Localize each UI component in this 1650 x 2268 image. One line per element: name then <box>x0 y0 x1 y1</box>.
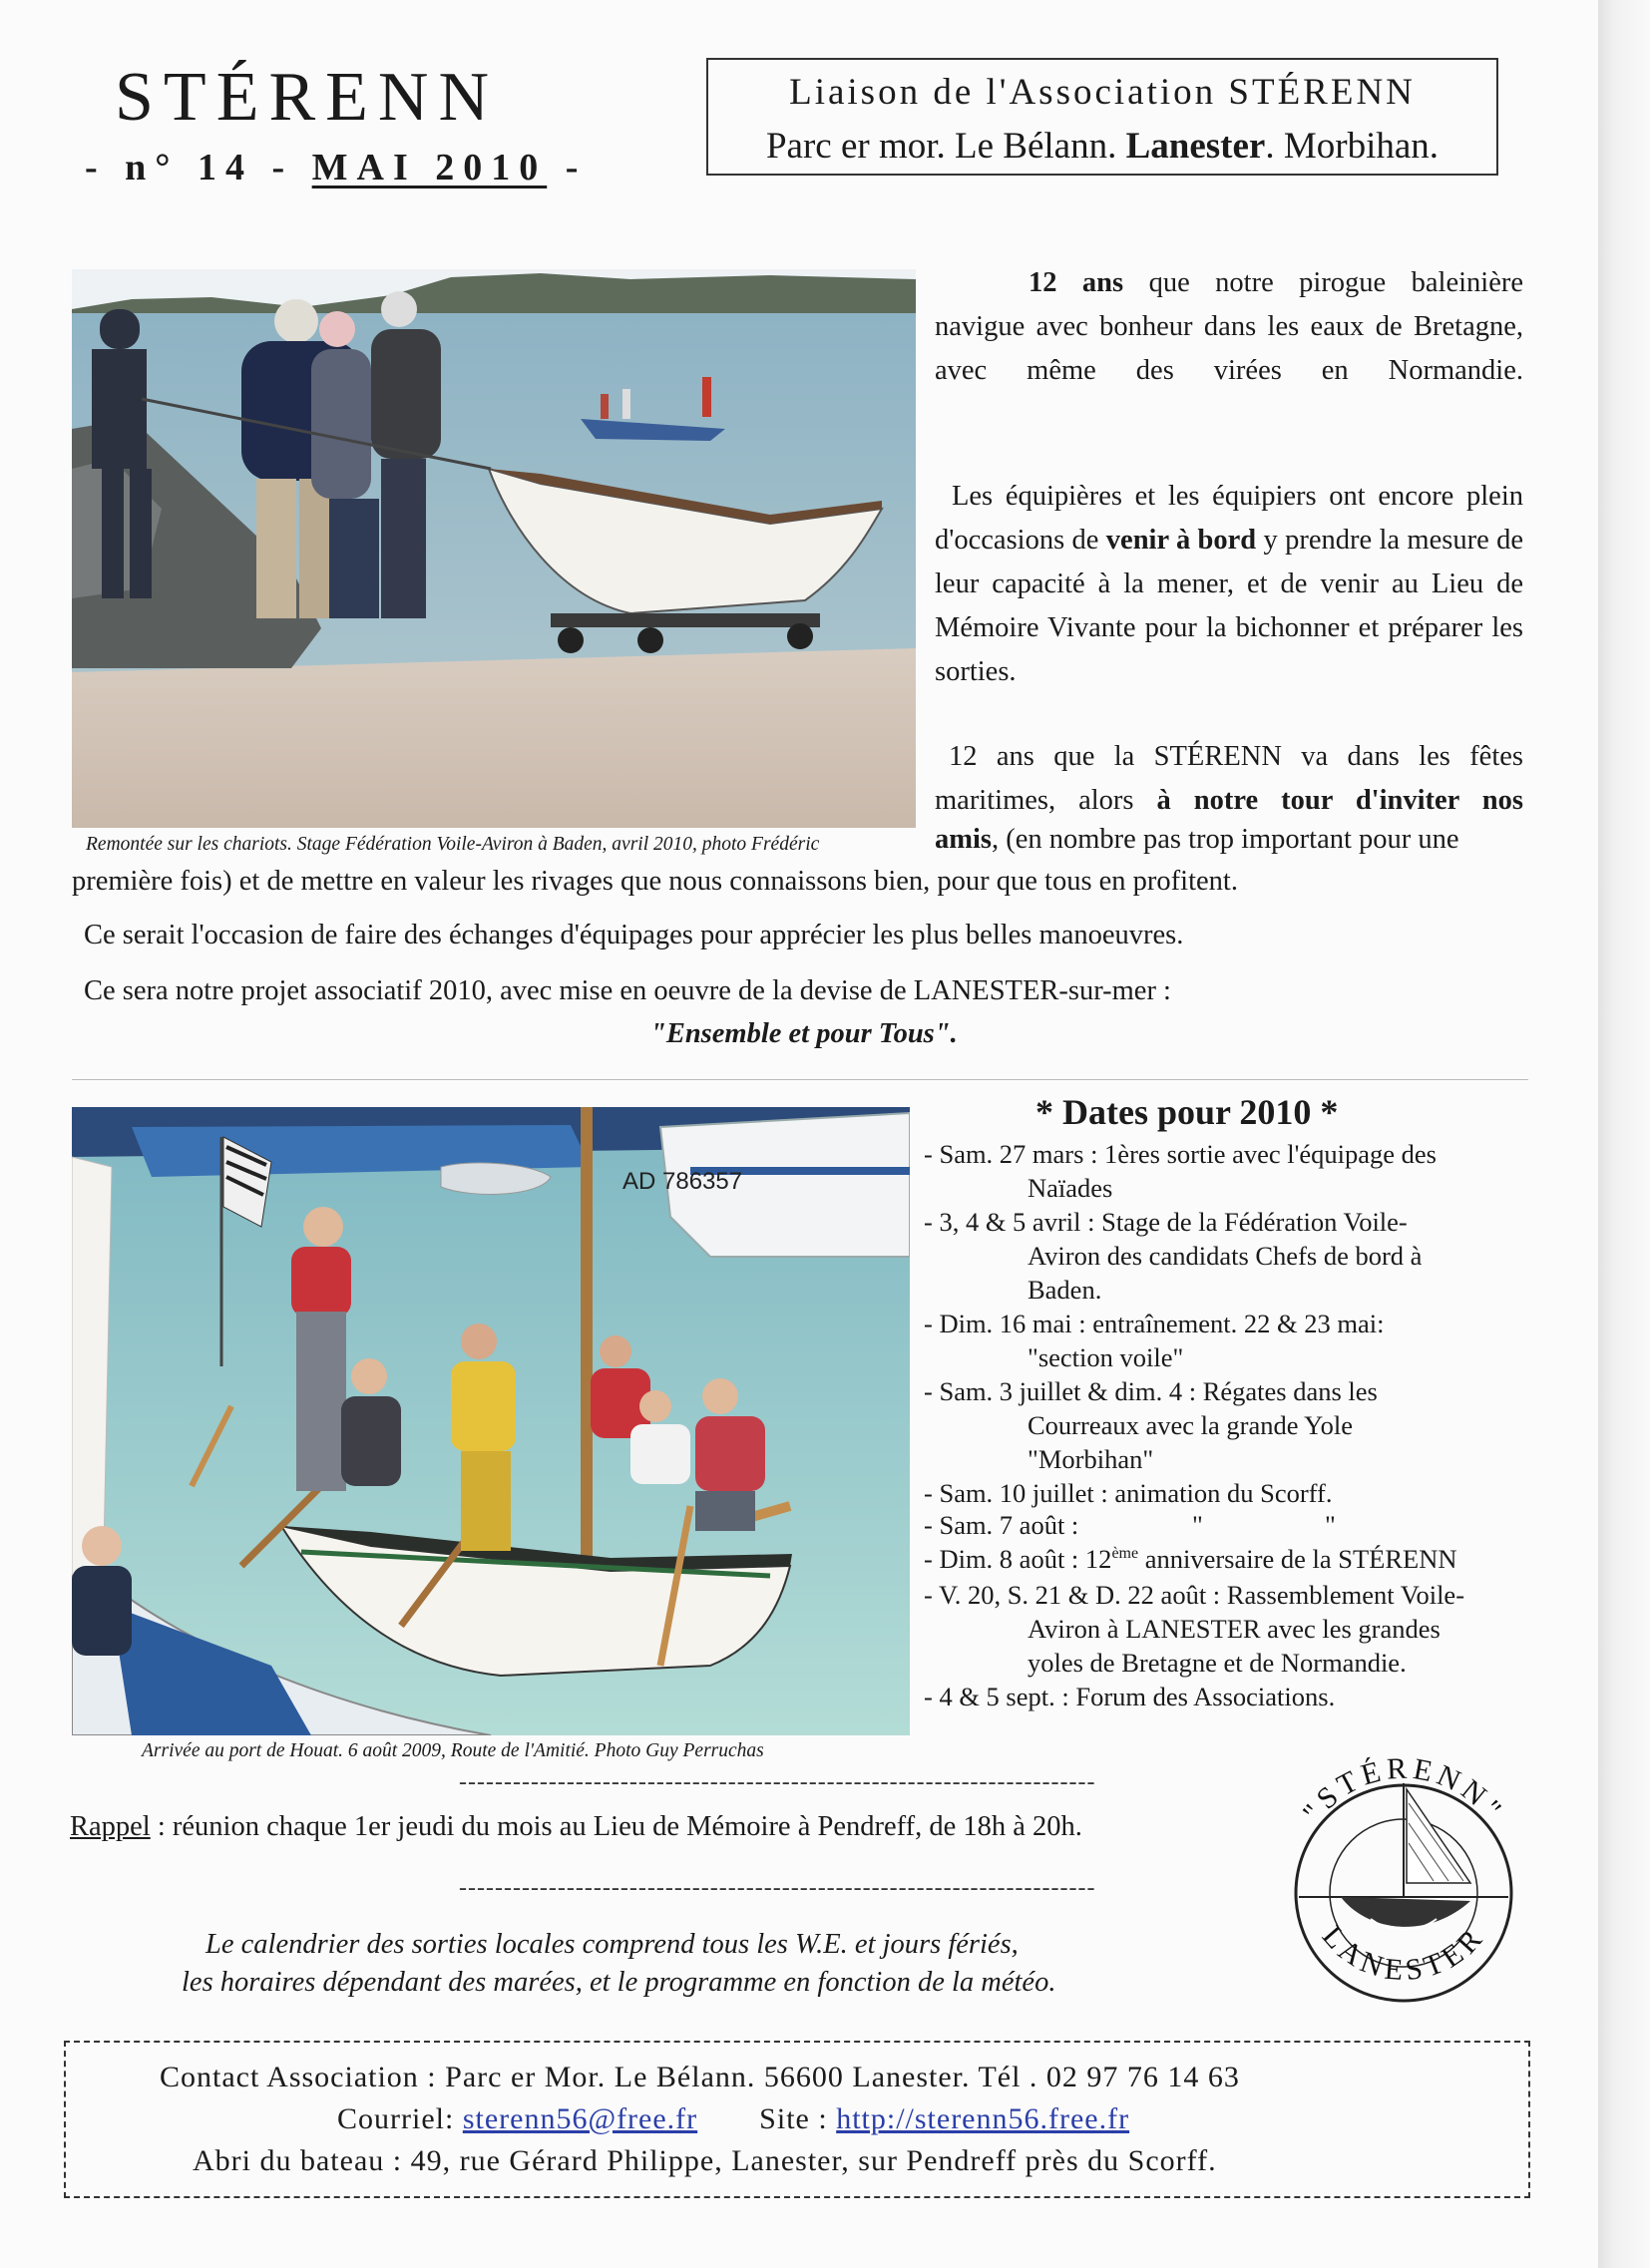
date-line: "section voile" <box>1028 1342 1184 1372</box>
logo-text-top: "STÉRENN" <box>1296 1751 1511 1829</box>
ditto-mark: " <box>1325 1510 1336 1540</box>
issue-prefix: - n° 14 - <box>85 147 294 189</box>
date-line: - Sam. 10 juillet : animation du Scorff. <box>924 1478 1333 1508</box>
date-line: Courreaux avec la grande Yole <box>1028 1410 1353 1440</box>
issue-date: MAI 2010 <box>311 147 548 189</box>
photo2-caption: Arrivée au port de Houat. 6 août 2009, Route de l'Amitié. Photo Guy Perruchas <box>142 1740 764 1761</box>
page-edge-shadow <box>1598 0 1650 2268</box>
intro-paragraph-4: Ce serait l'occasion de faire des échanges d'équipages pour apprécier les plus belles manoeuvres. <box>84 920 1184 950</box>
intro-paragraph-3-end: première fois) et de mettre en valeur les rivages que nous connaissons bien, pour que tous en profitent. <box>72 866 1238 897</box>
issue-suffix: - <box>565 147 588 189</box>
photo2-illustration <box>72 1107 910 1735</box>
date-line: - 4 & 5 sept. : Forum des Associations. <box>924 1682 1336 1711</box>
date-line: - Dim. 16 mai : entraînement. 22 & 23 mai: <box>924 1309 1385 1338</box>
liaison-line2: Parc er mor. Le Bélann. Lanester. Morbihan. <box>765 126 1440 167</box>
dates-title: * Dates pour 2010 * <box>1035 1092 1339 1132</box>
date-line: yoles de Bretagne et de Normandie. <box>1028 1648 1407 1678</box>
ditto-mark: " <box>1192 1510 1203 1540</box>
intro-paragraph-1: 12 ans que notre pirogue baleinière navigue avec bonheur dans les eaux de Bretagne, avec même des virées en Normandie. <box>935 267 1523 386</box>
section-divider <box>72 1079 1528 1080</box>
intro-paragraph-3-continued: amis, (en nombre pas trop important pour une <box>935 824 1459 855</box>
calendar-note-line2: les horaires dépendant des marées, et le programme en fonction de la météo. <box>182 1967 1056 1998</box>
contact-boat-shelter: Abri du bateau : 49, rue Gérard Philippe, Lanester, sur Pendreff près du Scorff. <box>193 2144 1217 2177</box>
dashed-separator-bottom: ----------------------------------------------------------------------- <box>459 1875 1096 1901</box>
date-line: - 3, 4 & 5 avril : Stage de la Fédération Voile- <box>924 1207 1408 1237</box>
email-link[interactable]: sterenn56@free.fr <box>462 2102 698 2135</box>
motto: "Ensemble et pour Tous". <box>650 1018 958 1049</box>
date-line: - Sam. 3 juillet & dim. 4 : Régates dans les <box>924 1376 1378 1406</box>
date-line: Aviron à LANESTER avec les grandes <box>1028 1614 1441 1644</box>
intro-paragraph-3: 12 ans que la STÉRENN va dans les fêtes maritimes, alors à notre tour d'inviter nos <box>935 741 1524 816</box>
date-line: Naïades <box>1028 1173 1113 1203</box>
date-line: - Sam. 7 août : <box>924 1510 1079 1540</box>
contact-web: Courriel: sterenn56@free.fr Site : http://sterenn56.free.fr <box>337 2102 1130 2135</box>
photo-boat-arrival-houat <box>72 1107 910 1735</box>
date-line: Aviron des candidats Chefs de bord à <box>1028 1241 1423 1271</box>
dashed-separator-top: ----------------------------------------------------------------------- <box>459 1769 1096 1795</box>
masthead-title: STÉRENN <box>115 59 499 136</box>
photo1-caption: Remontée sur les chariots. Stage Fédération Voile-Aviron à Baden, avril 2010, photo Frédéric <box>86 834 820 855</box>
liaison-box <box>706 58 1498 176</box>
photo1-illustration <box>72 269 916 828</box>
reminder: Rappel : réunion chaque 1er jeudi du mois au Lieu de Mémoire à Pendreff, de 18h à 20h. <box>70 1811 1082 1842</box>
intro-paragraph-5: Ce sera notre projet associatif 2010, avec mise en oeuvre de la devise de LANESTER-sur-mer : <box>84 975 1171 1006</box>
hull-number: AD 786357 <box>622 1168 743 1195</box>
date-line: - Sam. 27 mars : 1ères sortie avec l'équipage des <box>924 1139 1437 1169</box>
issue-number <box>85 146 587 189</box>
date-line: - V. 20, S. 21 & D. 22 août : Rassemblement Voile- <box>924 1580 1465 1610</box>
date-line: Baden. <box>1028 1275 1102 1305</box>
website-link[interactable]: http://sterenn56.free.fr <box>836 2102 1130 2135</box>
photo-boat-on-trolley <box>72 269 916 828</box>
date-line: - Dim. 8 août : 12ème anniversaire de la STÉRENN <box>924 1544 1457 1574</box>
contact-address: Contact Association : Parc er Mor. Le Bélann. 56600 Lanester. Tél . 02 97 76 14 63 <box>160 2061 1240 2093</box>
logo-text-bottom: LANESTER <box>1315 1919 1492 1988</box>
intro-paragraph-2: Les équipières et les équipiers ont encore plein d'occasions de venir à bord y prendre la mesure de leur capacité à la mener, et de venir au Lieu de Mémoire Vivante pour la bichonner et préparer les sorties. <box>935 481 1523 687</box>
sterenn-lanester-logo <box>1259 1733 1548 2013</box>
liaison-line1: Liaison de l'Association STÉRENN <box>789 72 1416 113</box>
calendar-note-line1: Le calendrier des sorties locales comprend tous les W.E. et jours fériés, <box>206 1929 1019 1960</box>
date-line: "Morbihan" <box>1028 1444 1154 1474</box>
